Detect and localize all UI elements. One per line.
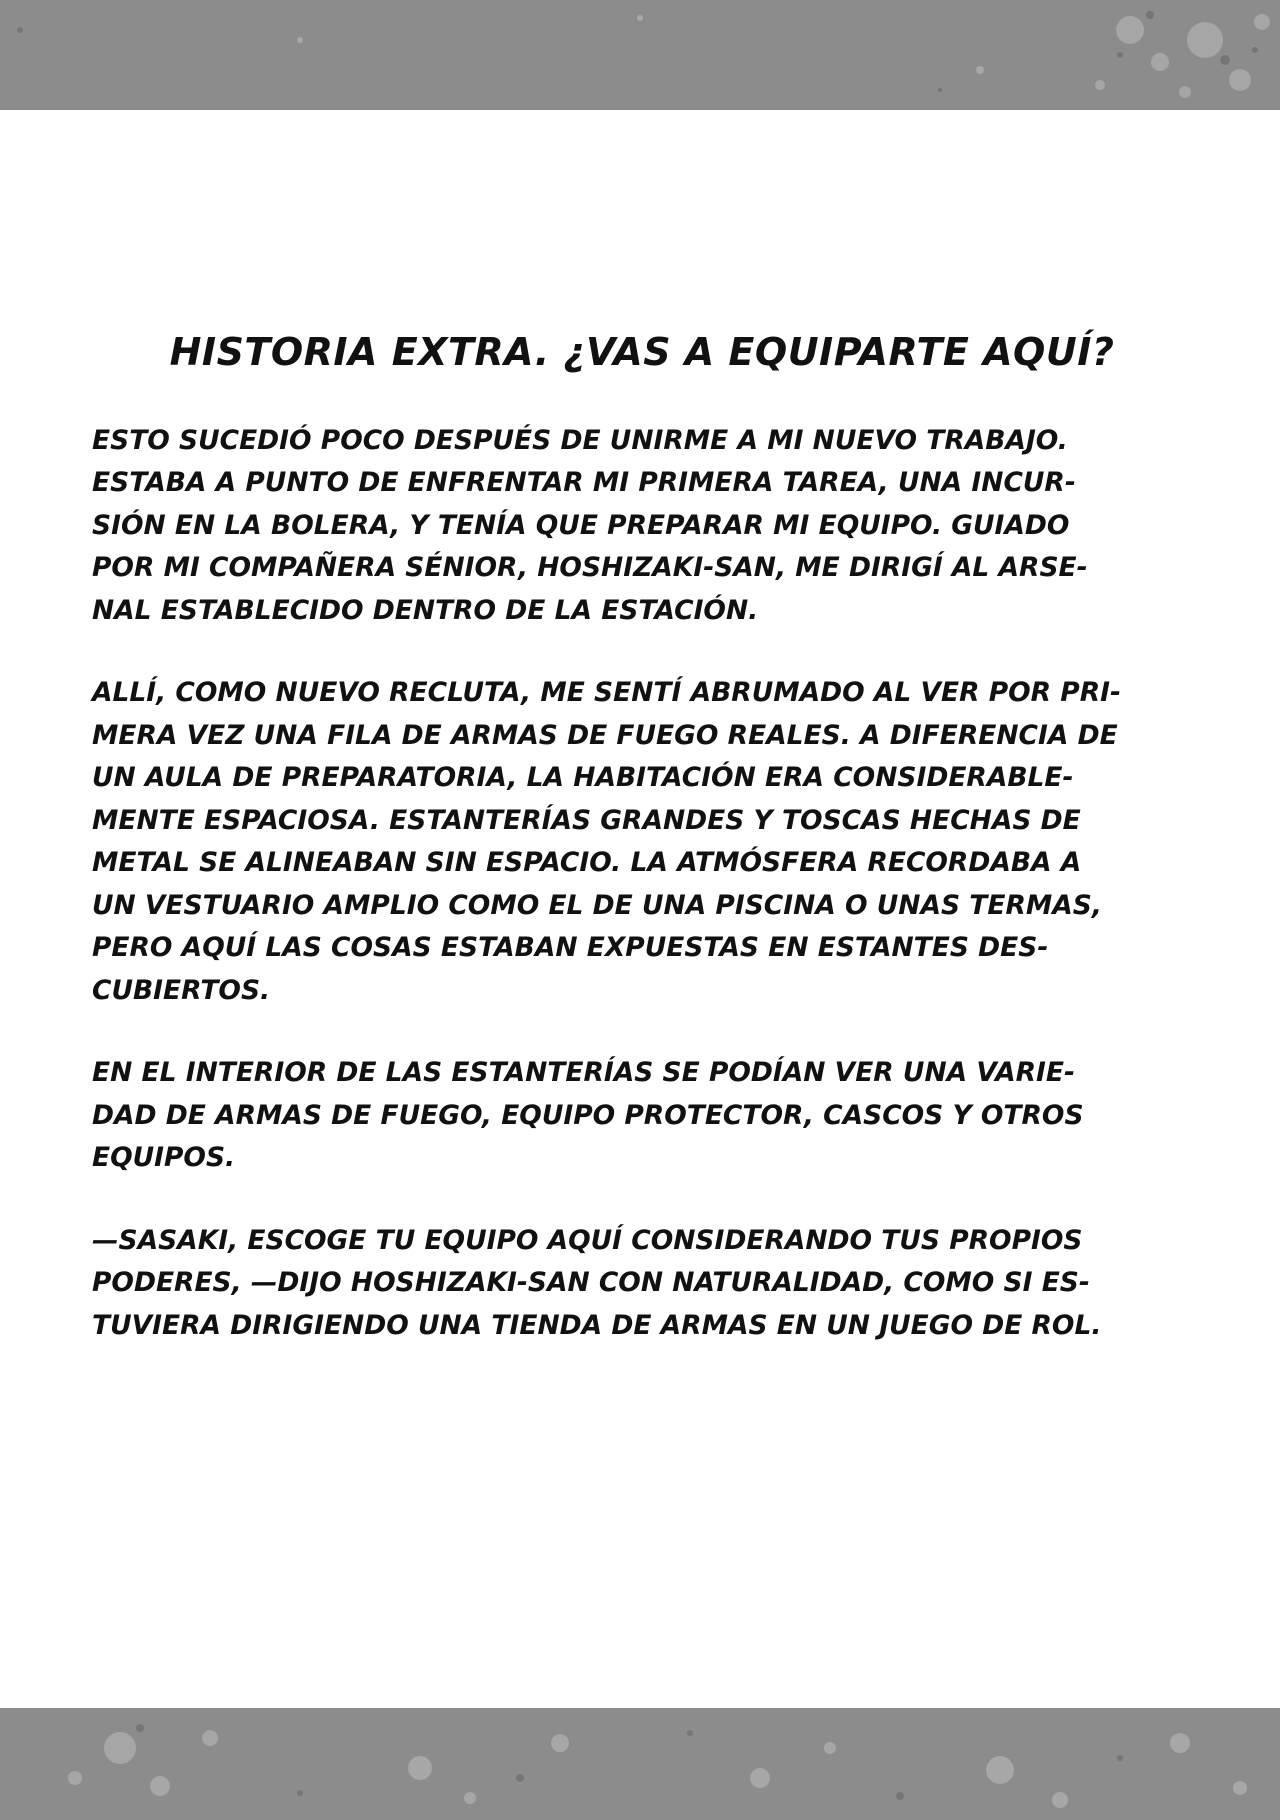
text-line: POR MI COMPAÑERA SÉNIOR, HOSHIZAKI-SAN, ME DIRIGÍ AL ARSE-	[92, 552, 1088, 584]
text-line: PODERES, —DIJO HOSHIZAKI-SAN CON NATURALIDAD, COMO SI ES-	[92, 1267, 1090, 1299]
text-line: ALLÍ, COMO NUEVO RECLUTA, ME SENTÍ ABRUMADO AL VER POR PRI-	[92, 677, 1121, 709]
bottom-band-texture	[0, 1708, 1280, 1820]
text-line: UN VESTUARIO AMPLIO COMO EL DE UNA PISCINA O UNAS TERMAS,	[92, 889, 1102, 921]
text-line: METAL SE ALINEABAN SIN ESPACIO. LA ATMÓSFERA RECORDABA A	[92, 847, 1082, 879]
text-line: CUBIERTOS.	[92, 974, 271, 1006]
top-border-band	[0, 0, 1280, 110]
text-line: PERO AQUÍ LAS COSAS ESTABAN EXPUESTAS EN ESTANTES DES-	[92, 932, 1049, 964]
page-content	[92, 330, 1192, 1387]
text-line: EQUIPOS.	[92, 1142, 236, 1174]
text-line: SIÓN EN LA BOLERA, Y TENÍA QUE PREPARAR MI EQUIPO. GUIADO	[92, 509, 1070, 541]
text-line: EN EL INTERIOR DE LAS ESTANTERÍAS SE PODÍAN VER UNA VARIE-	[92, 1057, 1075, 1089]
text-line: —SASAKI, ESCOGE TU EQUIPO AQUÍ CONSIDERANDO TUS PROPIOS	[92, 1224, 1083, 1256]
paragraph-3	[92, 1052, 1192, 1180]
paragraph-1	[92, 420, 1192, 633]
text-line: ESTABA A PUNTO DE ENFRENTAR MI PRIMERA TAREA, UNA INCUR-	[92, 467, 1076, 499]
bottom-border-band	[0, 1708, 1280, 1820]
text-line: MENTE ESPACIOSA. ESTANTERÍAS GRANDES Y TOSCAS HECHAS DE	[92, 804, 1081, 836]
text-line: UN AULA DE PREPARATORIA, LA HABITACIÓN ERA CONSIDERABLE-	[92, 762, 1074, 794]
text-line: TUVIERA DIRIGIENDO UNA TIENDA DE ARMAS EN UN JUEGO DE ROL.	[92, 1309, 1102, 1341]
chapter-title: HISTORIA EXTRA. ¿VAS A EQUIPARTE AQUÍ?	[169, 330, 1115, 374]
text-line: NAL ESTABLECIDO DENTRO DE LA ESTACIÓN.	[92, 594, 759, 626]
text-line: ESTO SUCEDIÓ POCO DESPUÉS DE UNIRME A MI NUEVO TRABAJO.	[92, 424, 1068, 456]
paragraph-2	[92, 672, 1192, 1012]
paragraph-4	[92, 1220, 1192, 1348]
top-band-texture	[0, 0, 1280, 110]
text-line: MERA VEZ UNA FILA DE ARMAS DE FUEGO REALES. A DIFERENCIA DE	[92, 719, 1118, 751]
text-line: DAD DE ARMAS DE FUEGO, EQUIPO PROTECTOR, CASCOS Y OTROS	[92, 1099, 1084, 1131]
